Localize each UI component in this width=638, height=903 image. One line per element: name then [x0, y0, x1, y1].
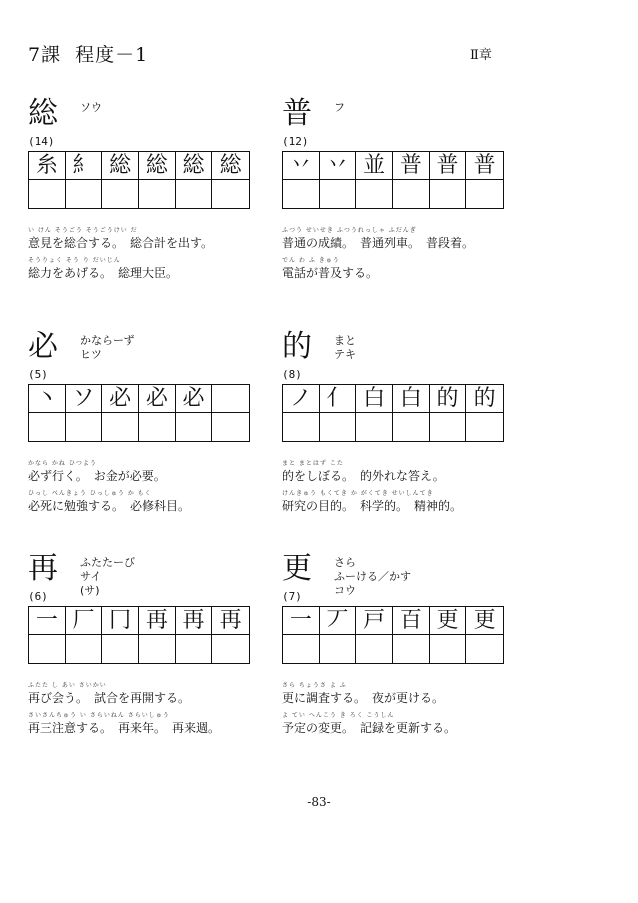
- practice-cell: [29, 180, 66, 208]
- example-furigana: まと まとはず こた: [282, 460, 344, 467]
- kanji-block: [28, 96, 258, 280]
- reading-1: さら: [334, 556, 356, 569]
- example-sentence: 必ず行く。 お金が必要。: [28, 469, 166, 483]
- stroke-step: 一: [283, 607, 320, 635]
- stroke-step: 丷: [320, 152, 357, 180]
- practice-cell: [466, 180, 503, 208]
- stroke-step: 丷: [283, 152, 320, 180]
- practice-cell: [283, 413, 320, 441]
- example-furigana: さいさんちゅう い さらいねん さらいしゅう: [28, 712, 170, 719]
- stroke-count: (8): [282, 368, 302, 381]
- practice-cell: [356, 180, 393, 208]
- reading-1: フ: [334, 101, 345, 114]
- example-sentence: 研究の目的。 科学的。 精神的。: [282, 499, 463, 513]
- stroke-count: (14): [28, 135, 55, 148]
- practice-cell: [466, 413, 503, 441]
- kanji-block: [28, 551, 258, 735]
- kanji-character: 更: [282, 551, 312, 586]
- example-sentence: 電話が普及する。: [282, 266, 379, 280]
- practice-cell: [139, 180, 176, 208]
- stroke-step: 普: [393, 152, 430, 180]
- example-furigana: ふつう せいせき ふつうれっしゃ ふだんぎ: [282, 227, 417, 234]
- practice-cell: [102, 635, 139, 663]
- stroke-step: 丶: [29, 385, 66, 413]
- reading-1: かならーず: [80, 334, 135, 347]
- example-sentence: 的をしぼる。 的外れな答え。: [282, 469, 445, 483]
- practice-cell: [430, 635, 467, 663]
- stroke-step: 総: [212, 152, 249, 180]
- example-furigana: かなら かね ひつよう: [28, 460, 97, 467]
- practice-cell: [102, 180, 139, 208]
- example-furigana: でん わ ふ きゅう: [282, 257, 340, 264]
- stroke-step: 的: [466, 385, 503, 413]
- practice-cell: [393, 635, 430, 663]
- stroke-step: 更: [430, 607, 467, 635]
- stroke-step: 再: [212, 607, 249, 635]
- practice-cell: [393, 413, 430, 441]
- kanji-block: [282, 551, 512, 735]
- stroke-step: 必: [176, 385, 213, 413]
- stroke-step: 丆: [320, 607, 357, 635]
- stroke-step: 普: [466, 152, 503, 180]
- stroke-step: 百: [393, 607, 430, 635]
- stroke-order-grid: [282, 384, 504, 442]
- practice-cell: [66, 413, 103, 441]
- practice-cell: [29, 635, 66, 663]
- stroke-step: 普: [430, 152, 467, 180]
- example-furigana: い けん そうごう そうごうけい だ: [28, 227, 138, 234]
- practice-cell: [320, 180, 357, 208]
- practice-cell: [139, 413, 176, 441]
- practice-cell: [212, 635, 249, 663]
- example-furigana: そうりょく そう り だいじん: [28, 257, 121, 264]
- practice-cell: [212, 180, 249, 208]
- stroke-order-grid: [28, 384, 250, 442]
- kanji-character: 的: [282, 329, 312, 364]
- stroke-step: 再: [139, 607, 176, 635]
- stroke-step: 必: [139, 385, 176, 413]
- reading-2: サイ: [80, 570, 102, 583]
- practice-cell: [466, 635, 503, 663]
- practice-cell: [356, 413, 393, 441]
- stroke-step: 総: [102, 152, 139, 180]
- example-sentence: 総力をあげる。 総理大臣。: [28, 266, 179, 280]
- stroke-step: 糸: [29, 152, 66, 180]
- page-number: -83-: [307, 795, 331, 809]
- stroke-step: 亻: [320, 385, 357, 413]
- practice-cell: [102, 413, 139, 441]
- stroke-order-grid: [282, 606, 504, 664]
- stroke-step: 総: [139, 152, 176, 180]
- stroke-step: ノ: [283, 385, 320, 413]
- reading-3: コウ: [334, 584, 356, 597]
- kanji-character: 普: [282, 96, 312, 131]
- kanji-block: [282, 329, 512, 513]
- stroke-step: 白: [356, 385, 393, 413]
- kanji-block: [282, 96, 512, 280]
- stroke-step: 戸: [356, 607, 393, 635]
- practice-cell: [283, 635, 320, 663]
- stroke-step: 厂: [66, 607, 103, 635]
- practice-cell: [430, 413, 467, 441]
- practice-cell: [176, 413, 213, 441]
- lesson-number: 7課: [28, 44, 62, 66]
- stroke-step: 的: [430, 385, 467, 413]
- stroke-step: 糹: [66, 152, 103, 180]
- practice-cell: [283, 180, 320, 208]
- practice-cell: [176, 635, 213, 663]
- example-sentence: 再三注意する。 再来年。 再来週。: [28, 721, 221, 735]
- example-sentence: 意見を総合する。 総合計を出す。: [28, 236, 214, 250]
- kanji-character: 総: [28, 96, 58, 131]
- practice-cell: [356, 635, 393, 663]
- example-furigana: けんきゅう もくてき か がくてき せいしんてき: [282, 490, 434, 497]
- practice-cell: [139, 635, 176, 663]
- practice-cell: [320, 413, 357, 441]
- stroke-step: 更: [466, 607, 503, 635]
- practice-cell: [176, 180, 213, 208]
- stroke-step: 一: [29, 607, 66, 635]
- practice-cell: [212, 413, 249, 441]
- practice-cell: [320, 635, 357, 663]
- example-sentence: 更に調査する。 夜が更ける。: [282, 691, 445, 705]
- kanji-block: [28, 329, 258, 513]
- practice-cell: [393, 180, 430, 208]
- stroke-count: (12): [282, 135, 309, 148]
- example-furigana: ふたた し あい さいかい: [28, 682, 107, 689]
- stroke-count: (7): [282, 590, 302, 603]
- stroke-count: (5): [28, 368, 48, 381]
- stroke-step: 白: [393, 385, 430, 413]
- stroke-step: ソ: [66, 385, 103, 413]
- reading-3: (サ): [80, 584, 100, 597]
- reading-2: テキ: [334, 348, 356, 361]
- reading-2: ふーける／かす: [334, 570, 411, 583]
- kanji-character: 再: [28, 551, 58, 586]
- stroke-step: 必: [102, 385, 139, 413]
- example-furigana: よ てい へんこう き ろく こうしん: [282, 712, 395, 719]
- stroke-step: 冂: [102, 607, 139, 635]
- example-furigana: ひっし べんきょう ひっしゅう か もく: [28, 490, 152, 497]
- page-title: [28, 40, 162, 67]
- practice-cell: [430, 180, 467, 208]
- example-furigana: さら ちょうさ よ ふ: [282, 682, 347, 689]
- stroke-order-grid: [28, 151, 250, 209]
- stroke-step: [212, 385, 249, 413]
- practice-cell: [66, 635, 103, 663]
- reading-1: ふたたーび: [80, 556, 135, 569]
- reading-1: まと: [334, 334, 356, 347]
- chapter-label: Ⅱ章: [470, 48, 492, 63]
- practice-cell: [29, 413, 66, 441]
- stroke-order-grid: [28, 606, 250, 664]
- example-sentence: 予定の変更。 記録を更新する。: [282, 721, 457, 735]
- example-sentence: 必死に勉強する。 必修科目。: [28, 499, 191, 513]
- reading-2: ヒツ: [80, 348, 102, 361]
- example-sentence: 普通の成績。 普通列車。 普段着。: [282, 236, 475, 250]
- example-sentence: 再び会う。 試合を再開する。: [28, 691, 191, 705]
- reading-1: ソウ: [80, 101, 102, 114]
- kanji-character: 必: [28, 329, 58, 364]
- stroke-step: 並: [356, 152, 393, 180]
- stroke-count: (6): [28, 590, 48, 603]
- lesson-title: 程度－1: [75, 44, 149, 66]
- stroke-step: 再: [176, 607, 213, 635]
- stroke-order-grid: [282, 151, 504, 209]
- practice-cell: [66, 180, 103, 208]
- stroke-step: 総: [176, 152, 213, 180]
